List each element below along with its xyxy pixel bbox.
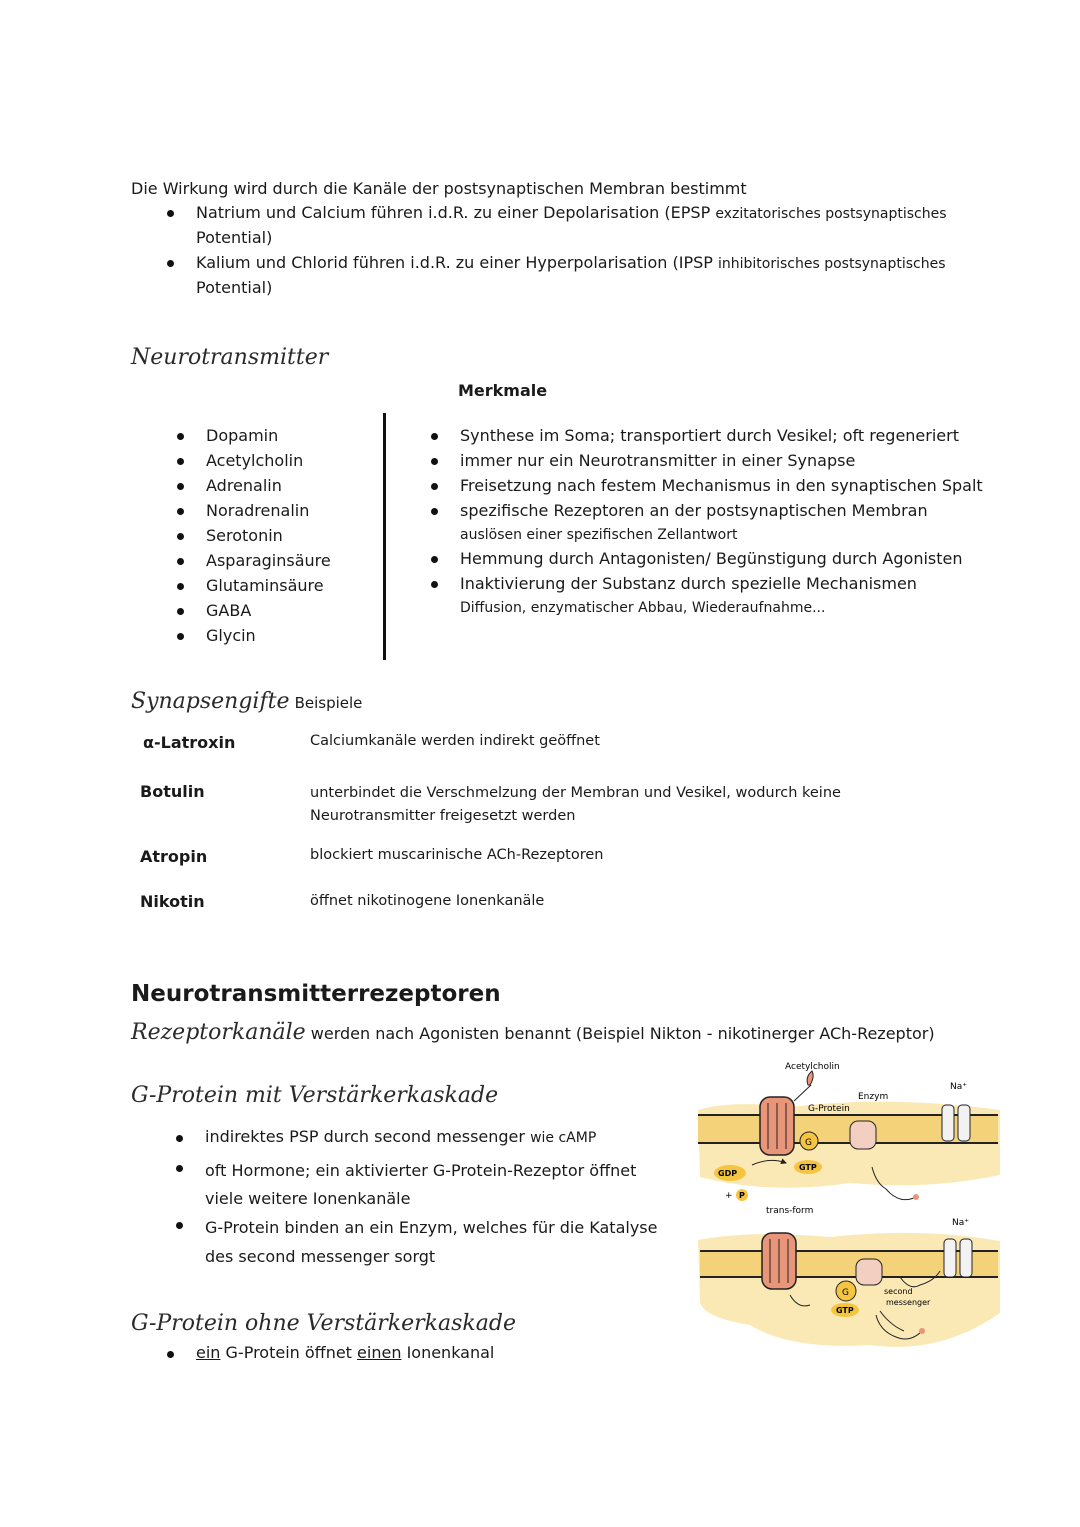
list-item: Glutaminsäure [206, 574, 331, 599]
list-item: GABA [206, 599, 331, 624]
rezeptoren-heading: Neurotransmitterrezeptoren [131, 981, 501, 1007]
list-item: Dopamin [206, 424, 331, 449]
list-item: Adrenalin [206, 474, 331, 499]
na-label: Na⁺ [950, 1082, 967, 1092]
toxin-desc: unterbindet die Verschmelzung der Membran und Vesikel, wodurch keine Neurotransmitter freigesetzt werden [310, 785, 841, 824]
synapsengifte-heading: Synapsengifte Beispiele [131, 689, 363, 714]
acetylcholin-icon [807, 1071, 813, 1085]
intro-bullet-1: Natrium und Calcium führen i.d.R. zu einer Depolarisation (EPSP exzitatorisches postsynaptisches Potential) [196, 203, 947, 247]
messenger-label: messenger [886, 1298, 931, 1307]
bullet-icon [167, 1351, 174, 1358]
toxin-desc: Calciumkanäle werden indirekt geöffnet [310, 733, 600, 749]
bullet-icon [176, 1135, 183, 1142]
toxin-name: Botulin [140, 782, 205, 801]
gmit-bullet-1: indirektes PSP durch second messenger wie cAMP [205, 1127, 597, 1146]
list-item: spezifische Rezeptoren an der postsynaptischen Membran [460, 499, 1020, 523]
neurotransmitter-heading: Neurotransmitter [131, 345, 329, 370]
list-item: Serotonin [206, 524, 331, 549]
toxin-name: Atropin [140, 847, 208, 866]
gprotein-mit-heading: G-Protein mit Verstärkerkaskade [131, 1083, 499, 1108]
list-item: Acetylcholin [206, 449, 331, 474]
list-item-sub: auslösen einer spezifischen Zellantwort [460, 527, 738, 543]
list-item: Synthese im Soma; transportiert durch Vesikel; oft regeneriert [460, 424, 1020, 449]
gtp-label: GTP [799, 1163, 817, 1172]
merkmale-list [460, 424, 1020, 620]
gohne-bullet: ein G-Protein öffnet einen Ionenkanal [196, 1343, 495, 1362]
intro-line: Die Wirkung wird durch die Kanäle der postsynaptischen Membran bestimmt [131, 179, 747, 198]
toxin-name: Nikotin [140, 892, 205, 911]
divider-line [383, 413, 386, 660]
gprotein-label: G-Protein [808, 1104, 850, 1114]
na-label: Na⁺ [952, 1218, 969, 1228]
list-item-sub: Diffusion, enzymatischer Abbau, Wiederaufnahme... [460, 600, 826, 616]
enzym-icon [850, 1121, 876, 1149]
plus-label: + [725, 1191, 733, 1201]
list-item: Inaktivierung der Substanz durch spezielle Mechanismen [460, 572, 1020, 596]
enzym-label: Enzym [858, 1092, 889, 1102]
transform-label: trans-form [766, 1206, 814, 1216]
toxin-desc: öffnet nikotinogene Ionenkanäle [310, 893, 545, 909]
merkmale-heading: Merkmale [458, 381, 548, 400]
gmit-bullet-3: G-Protein binden an ein Enzym, welches für die Katalyse des second messenger sorgt [205, 1218, 658, 1266]
enzym-icon [856, 1259, 882, 1285]
list-item: Hemmung durch Antagonisten/ Begünstigung durch Agonisten [460, 547, 1020, 572]
g-label: G [805, 1138, 812, 1148]
gdp-label: GDP [718, 1169, 738, 1178]
neurotransmitter-list [206, 424, 331, 649]
list-item: Asparaginsäure [206, 549, 331, 574]
list-item: Freisetzung nach festem Mechanismus in den synaptischen Spalt [460, 474, 1020, 499]
rezeptorkanaele-line: Rezeptorkanäle werden nach Agonisten benannt (Beispiel Nikton - nikotinerger ACh-Rezeptor) [131, 1020, 935, 1045]
toxin-desc: blockiert muscarinische ACh-Rezeptoren [310, 847, 604, 863]
second-label: second [884, 1287, 913, 1296]
receptor-icon [762, 1233, 796, 1289]
acetylcholin-label: Acetylcholin [785, 1062, 840, 1072]
bullet-icon [167, 210, 174, 217]
gmit-bullet-2: oft Hormone; ein aktivierter G-Protein-Rezeptor öffnet viele weitere Ionenkanäle [205, 1161, 637, 1208]
intro-bullet-2: Kalium und Chlorid führen i.d.R. zu einer Hyperpolarisation (IPSP inhibitorisches postsynaptisches Potential) [196, 253, 946, 297]
gtp-label: GTP [836, 1306, 854, 1315]
receptor-icon [760, 1097, 794, 1155]
g-label: G [842, 1288, 849, 1298]
list-item: Noradrenalin [206, 499, 331, 524]
toxin-name: α-Latroxin [143, 733, 236, 752]
list-item: Glycin [206, 624, 331, 649]
bullet-icon [176, 1165, 183, 1172]
list-item: immer nur ein Neurotransmitter in einer Synapse [460, 449, 1020, 474]
gprotein-diagram [690, 1055, 1010, 1355]
p-label: P [739, 1191, 745, 1200]
bullet-icon [167, 260, 174, 267]
bullet-icon [176, 1222, 183, 1229]
gprotein-ohne-heading: G-Protein ohne Verstärkerkaskade [131, 1311, 516, 1336]
